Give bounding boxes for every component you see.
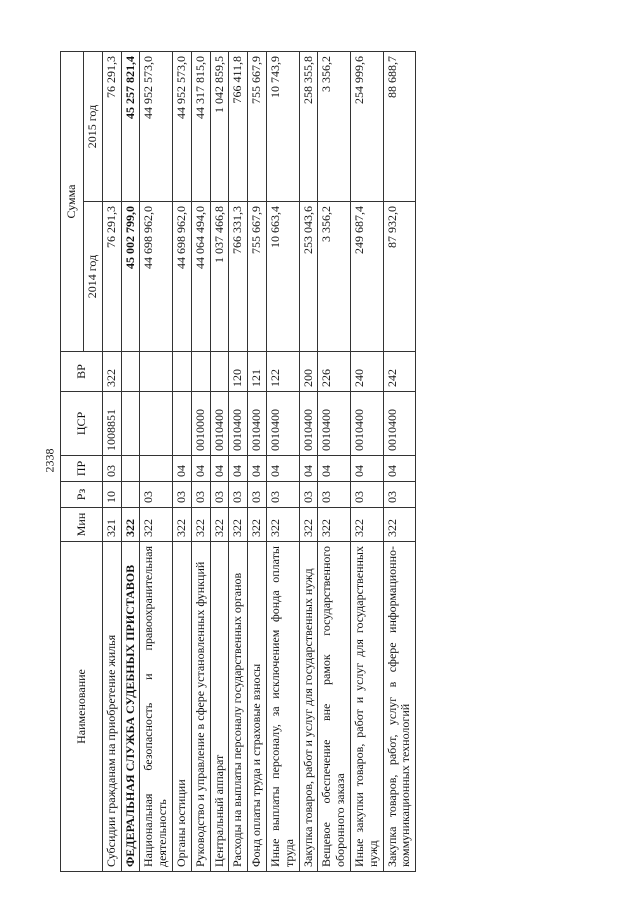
cell-rz: 03 — [210, 482, 229, 508]
cell-pr: 04 — [318, 456, 351, 482]
cell-name: ФЕДЕРАЛЬНАЯ СЛУЖБА СУДЕБНЫХ ПРИСТАВОВ — [121, 542, 140, 872]
cell-sum-2014: 45 002 799,0 — [121, 202, 140, 352]
cell-sum-2014: 766 331,3 — [229, 202, 248, 352]
cell-pr: 04 — [248, 456, 267, 482]
table-row — [172, 51, 191, 871]
header-min: Мин — [61, 508, 103, 542]
cell-sum-2014: 755 667,9 — [248, 202, 267, 352]
cell-sum-2015: 766 411,8 — [229, 51, 248, 201]
cell-vr: 120 — [229, 352, 248, 392]
cell-min: 322 — [121, 508, 140, 542]
cell-name: Вещевое обеспечение вне рамок государственного оборонного заказа — [318, 542, 351, 872]
cell-sum-2015: 1 042 859,5 — [210, 51, 229, 201]
cell-sum-2014: 3 356,2 — [318, 202, 351, 352]
cell-vr — [121, 352, 140, 392]
cell-min: 321 — [102, 508, 121, 542]
header-rz: Рз — [61, 482, 103, 508]
table-row — [350, 51, 383, 871]
cell-csr: 0010400 — [318, 392, 351, 456]
cell-pr: 04 — [191, 456, 210, 482]
table-row — [266, 51, 299, 871]
cell-csr: 1008851 — [102, 392, 121, 456]
table-header-row — [61, 51, 84, 871]
cell-pr: 04 — [266, 456, 299, 482]
cell-pr: 04 — [172, 456, 191, 482]
cell-pr — [121, 456, 140, 482]
cell-rz: 03 — [229, 482, 248, 508]
cell-pr: 03 — [102, 456, 121, 482]
cell-min: 322 — [210, 508, 229, 542]
cell-sum-2015: 44 952 573,0 — [172, 51, 191, 201]
cell-sum-2014: 44 698 962,0 — [172, 202, 191, 352]
cell-name: Органы юстиции — [172, 542, 191, 872]
cell-name: Национальная безопасность и правоохранительная деятельность — [140, 542, 173, 872]
cell-sum-2014: 249 687,4 — [350, 202, 383, 352]
cell-rz: 03 — [383, 482, 416, 508]
cell-rz: 03 — [140, 482, 173, 508]
cell-name: Иные закупки товаров, работ и услуг для государственных нужд — [350, 542, 383, 872]
cell-csr: 0010400 — [210, 392, 229, 456]
cell-vr: 240 — [350, 352, 383, 392]
table-row — [210, 51, 229, 871]
cell-pr: 04 — [383, 456, 416, 482]
cell-name: Центральный аппарат — [210, 542, 229, 872]
cell-sum-2014: 87 932,0 — [383, 202, 416, 352]
cell-sum-2014: 44 698 962,0 — [140, 202, 173, 352]
cell-csr — [121, 392, 140, 456]
cell-name: Фонд оплаты труда и страховые взносы — [248, 542, 267, 872]
cell-min: 322 — [140, 508, 173, 542]
table-row — [318, 51, 351, 871]
header-name: Наименование — [61, 542, 103, 872]
cell-rz: 10 — [102, 482, 121, 508]
cell-csr: 0010400 — [299, 392, 318, 456]
cell-rz: 03 — [172, 482, 191, 508]
cell-rz: 03 — [350, 482, 383, 508]
cell-min: 322 — [266, 508, 299, 542]
cell-rz: 03 — [318, 482, 351, 508]
cell-min: 322 — [318, 508, 351, 542]
cell-vr: 121 — [248, 352, 267, 392]
rotated-table-container — [60, 52, 590, 872]
cell-name: Расходы на выплаты персоналу государственных органов — [229, 542, 248, 872]
cell-sum-2015: 44 317 815,0 — [191, 51, 210, 201]
cell-name: Иные выплаты персоналу, за исключением фонда оплаты труда — [266, 542, 299, 872]
cell-sum-2014: 1 037 466,8 — [210, 202, 229, 352]
table-row — [191, 51, 210, 871]
cell-pr: 04 — [299, 456, 318, 482]
cell-csr: 0010400 — [350, 392, 383, 456]
cell-name: Субсидии гражданам на приобретение жилья — [102, 542, 121, 872]
cell-min: 322 — [350, 508, 383, 542]
cell-name: Закупка товаров, работ и услуг для государственных нужд — [299, 542, 318, 872]
cell-rz: 03 — [266, 482, 299, 508]
cell-sum-2015: 88 688,7 — [383, 51, 416, 201]
cell-csr: 0010400 — [266, 392, 299, 456]
cell-vr — [210, 352, 229, 392]
cell-pr — [140, 456, 173, 482]
cell-csr — [172, 392, 191, 456]
cell-csr — [140, 392, 173, 456]
cell-rz: 03 — [248, 482, 267, 508]
cell-csr: 0010400 — [229, 392, 248, 456]
cell-min: 322 — [248, 508, 267, 542]
cell-csr: 0010400 — [383, 392, 416, 456]
cell-vr: 200 — [299, 352, 318, 392]
cell-min: 322 — [229, 508, 248, 542]
cell-sum-2015: 3 356,2 — [318, 51, 351, 201]
header-csr: ЦСР — [61, 392, 103, 456]
cell-vr — [140, 352, 173, 392]
cell-rz — [121, 482, 140, 508]
header-year-2015: 2015 год — [84, 51, 103, 201]
cell-min: 322 — [172, 508, 191, 542]
cell-pr: 04 — [350, 456, 383, 482]
cell-rz: 03 — [191, 482, 210, 508]
cell-vr: 226 — [318, 352, 351, 392]
cell-vr: 122 — [266, 352, 299, 392]
cell-vr — [172, 352, 191, 392]
cell-name: Руководство и управление в сфере установленных функций — [191, 542, 210, 872]
cell-sum-2015: 76 291,3 — [102, 51, 121, 201]
cell-sum-2014: 10 663,4 — [266, 202, 299, 352]
cell-sum-2015: 44 952 573,0 — [140, 51, 173, 201]
cell-vr: 322 — [102, 352, 121, 392]
cell-sum-2015: 45 257 821,4 — [121, 51, 140, 201]
header-pr: ПР — [61, 456, 103, 482]
cell-vr — [191, 352, 210, 392]
cell-vr: 242 — [383, 352, 416, 392]
cell-sum-2014: 44 064 494,0 — [191, 202, 210, 352]
cell-pr: 04 — [210, 456, 229, 482]
cell-sum-2015: 258 355,8 — [299, 51, 318, 201]
table-row — [383, 51, 416, 871]
cell-sum-2014: 76 291,3 — [102, 202, 121, 352]
cell-min: 322 — [299, 508, 318, 542]
cell-csr: 0010000 — [191, 392, 210, 456]
page-number-text: 2338 — [42, 448, 57, 472]
cell-pr: 04 — [229, 456, 248, 482]
table-row — [140, 51, 173, 871]
cell-name: Закупка товаров, работ, услуг в сфере информационно-коммуникационных технологий — [383, 542, 416, 872]
table-body — [102, 51, 415, 871]
cell-sum-2015: 10 743,9 — [266, 51, 299, 201]
table-row — [121, 51, 140, 871]
table-row — [229, 51, 248, 871]
cell-sum-2014: 253 043,6 — [299, 202, 318, 352]
cell-sum-2015: 755 667,9 — [248, 51, 267, 201]
header-sum: Сумма — [61, 51, 84, 351]
table-row — [248, 51, 267, 871]
cell-rz: 03 — [299, 482, 318, 508]
header-year-2014: 2014 год — [84, 202, 103, 352]
cell-csr: 0010400 — [248, 392, 267, 456]
cell-sum-2015: 254 999,6 — [350, 51, 383, 201]
cell-min: 322 — [191, 508, 210, 542]
page-number — [40, 440, 60, 480]
budget-table — [60, 51, 416, 872]
table-row — [299, 51, 318, 871]
cell-min: 322 — [383, 508, 416, 542]
header-vr: ВР — [61, 352, 103, 392]
table-row — [102, 51, 121, 871]
